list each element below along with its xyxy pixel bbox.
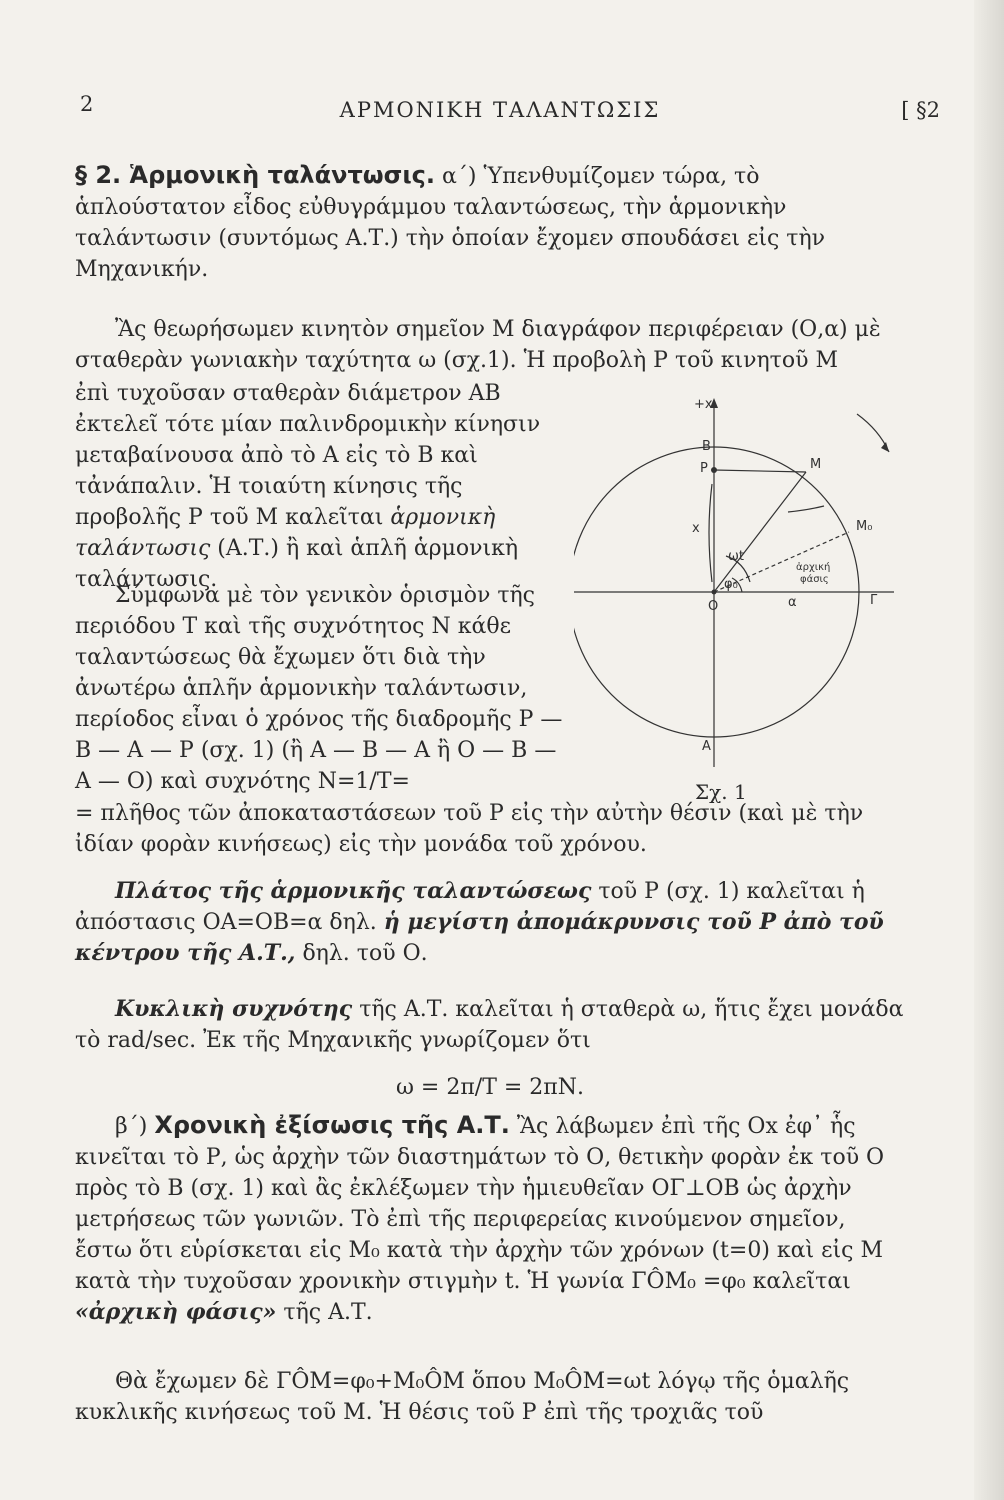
running-title: ΑΡΜΟΝΙΚΗ ΤΑΛΑΝΤΩΣΙΣ	[339, 98, 661, 122]
label-M0: M₀	[856, 519, 873, 534]
paragraph-3-end: = πλῆθος τῶν ἀποκαταστάσεων τοῦ Ρ εἰς τὴν αὐτὴν θέσιν (καὶ μὲ τὴν ἰδίαν φορὰν κινήσεως) εἰς τὴν μονάδα τοῦ χρόνου.	[75, 801, 864, 857]
paragraph-5	[75, 994, 905, 1056]
paragraph-3: Σύμφωνα μὲ τὸν γενικὸν ὁρισμὸν τῆς περιόδου Τ καὶ τῆς συχνότητος Ν κάθε ταλαντώσεως θὰ ἔχωμεν ὅτι διὰ τὴν ἀνωτέρω ἁπλῆν ἁρμονικὴν ταλάντωσιν, περίοδος εἶναι ὁ χρόνος τῆς διαδρομῆς Ρ — Β — Α — Ρ (σχ. 1) (ἢ Α — Β — Α ἢ Ο — Β — Α — Ο) καὶ συχνότης Ν=1/Τ=	[75, 583, 563, 794]
figure-1-diagram	[574, 392, 904, 772]
x-brace	[709, 484, 712, 582]
label-initial-phase-1: ἀρχική	[796, 562, 831, 573]
paragraph-2b	[75, 378, 575, 595]
paragraph-7: Θὰ ἔχωμεν δὲ ΓÔΜ=φ₀+Μ₀ÔΜ ὅπου Μ₀ÔΜ=ωt λόγῳ τῆς ὁμαλῆς κυκλικῆς κινήσεως τοῦ Μ. Ἡ θέσις τοῦ Ρ ἐπὶ τῆς τροχιᾶς τοῦ	[75, 1369, 850, 1425]
intro-text: α΄) Ὑπενθυμίζομεν τώρα, τὸ ἁπλούστατον εἶδος εὐθυγράμμου ταλαντώσεως, τὴν ἁρμονικὴν ταλάντωσιν (συντόμως Α.Τ.) τὴν ὁποίαν ἔχομεν σπουδάσει εἰς τὴν Μηχανικήν.	[75, 164, 826, 282]
section-intro	[75, 160, 905, 285]
label-omega-t: ωt	[728, 549, 744, 564]
label-plus-x: +x	[694, 397, 713, 412]
phase-arc	[788, 506, 824, 512]
p2b-text: ἐπὶ τυχοῦσαν σταθερὰν διάμετρον ΑΒ ἐκτελεῖ τότε μίαν παλινδρομικὴν κίνησιν μεταβαίνουσα ἀπὸ τὸ Α εἰς τὸ Β καὶ τἀνάπαλιν. Ἡ τοιαύτη κίνησις τῆς προβολῆς Ρ τοῦ Μ καλεῖται	[75, 381, 541, 530]
formula-omega: ω = 2π/Τ = 2πΝ.	[395, 1075, 585, 1100]
label-P: P	[700, 461, 708, 476]
paragraph-6	[75, 1110, 905, 1328]
paragraph-2a: Ἂς θεωρήσωμεν κινητὸν σημεῖον Μ διαγράφον περιφέρειαν (Ο,α) μὲ σταθερὰν γωνιακὴν ταχύτητα ω (σχ.1). Ἡ προβολὴ Ρ τοῦ κινητοῦ Μ	[75, 317, 881, 373]
section-mark: [ §2	[901, 98, 940, 122]
label-a: α	[788, 595, 797, 610]
section-heading: § 2. Ἁρμονικὴ ταλάντωσις.	[75, 161, 436, 189]
label-x: x	[692, 521, 700, 536]
p6-text: Ἂς λάβωμεν ἐπὶ τῆς Οx ἐφ᾿ ἧς κινεῖται τὸ Ρ, ὡς ἀρχὴν τῶν διαστημάτων τὸ Ο, θετικὴν φορὰν ἐκ τοῦ Ο πρὸς τὸ Β (σχ. 1) καὶ ἂς ἐκλέξωμεν τὴν ἡμιευθεῖαν ΟΓ⊥ΟΒ ὡς ἀρχὴν μετρήσεως τῶν γωνιῶν. Τὸ ἐπὶ τῆς περιφερείας κινούμενον σημεῖον, ἔστω ὅτι εὑρίσκεται εἰς Μ₀ κατὰ τὴν ἀρχὴν τῶν χρόνων (t=0) καὶ εἰς Μ κατὰ τὴν τυχοῦσαν χρονικὴν στιγμὴν t. Ἡ γωνία ΓÔΜ₀ =φ₀ καλεῖται	[75, 1114, 885, 1294]
beta-label: β΄)	[115, 1114, 148, 1139]
p4-text: τοῦ Ρ (σχ. 1) καλεῖται ἡ ἀπόστασις ΟΑ=ΟΒ=α δηλ.	[75, 879, 865, 935]
radius-OM	[714, 472, 806, 592]
point-P	[711, 467, 717, 473]
label-initial-phase-2: φάσις	[800, 574, 829, 585]
point-O	[712, 590, 717, 595]
p4-end: δηλ. τοῦ Ο.	[302, 941, 428, 966]
term-max-displacement: ἡ μεγίστη ἀπομάκρυνσις τοῦ Ρ ἀπὸ τοῦ κέντρου τῆς Α.Τ.,	[75, 909, 884, 966]
label-M: M	[810, 457, 822, 472]
figure-caption: Σχ. 1	[695, 780, 747, 804]
label-O: O	[708, 599, 719, 614]
p6-end: τῆς Α.Τ.	[283, 1300, 373, 1325]
label-phi0: φ₀	[724, 577, 738, 592]
p5-text: τῆς Α.Τ. καλεῖται ἡ σταθερὰ ω, ἥτις ἔχει μονάδα τὸ rad/sec. Ἐκ τῆς Μηχανικῆς γνωρίζομεν ὅτι	[75, 997, 904, 1053]
paragraph-4	[75, 876, 905, 969]
term-cyclic-frequency: Κυκλικὴ συχνότης	[115, 996, 353, 1022]
term-initial-phase: «ἀρχικὴ φάσις»	[75, 1299, 277, 1325]
rotation-arrow	[881, 442, 889, 452]
running-header	[60, 92, 940, 122]
term-amplitude: Πλάτος τῆς ἁρμονικῆς ταλαντώσεως	[115, 878, 592, 904]
page-edge-shadow	[974, 0, 1004, 1500]
p2b-end: (Α.Τ.) ἢ καὶ ἁπλῆ ἁρμονικὴ ταλάντωσις.	[75, 536, 519, 592]
term-harmonic-oscillation: ἁρμονικὴ ταλάντωσις	[75, 505, 496, 561]
label-A: A	[702, 739, 711, 754]
subsection-heading: Χρονικὴ ἐξίσωσις τῆς Α.Τ.	[154, 1111, 510, 1139]
page-number: 2	[80, 92, 94, 116]
label-B: B	[702, 439, 711, 454]
label-G: Γ	[870, 593, 878, 608]
